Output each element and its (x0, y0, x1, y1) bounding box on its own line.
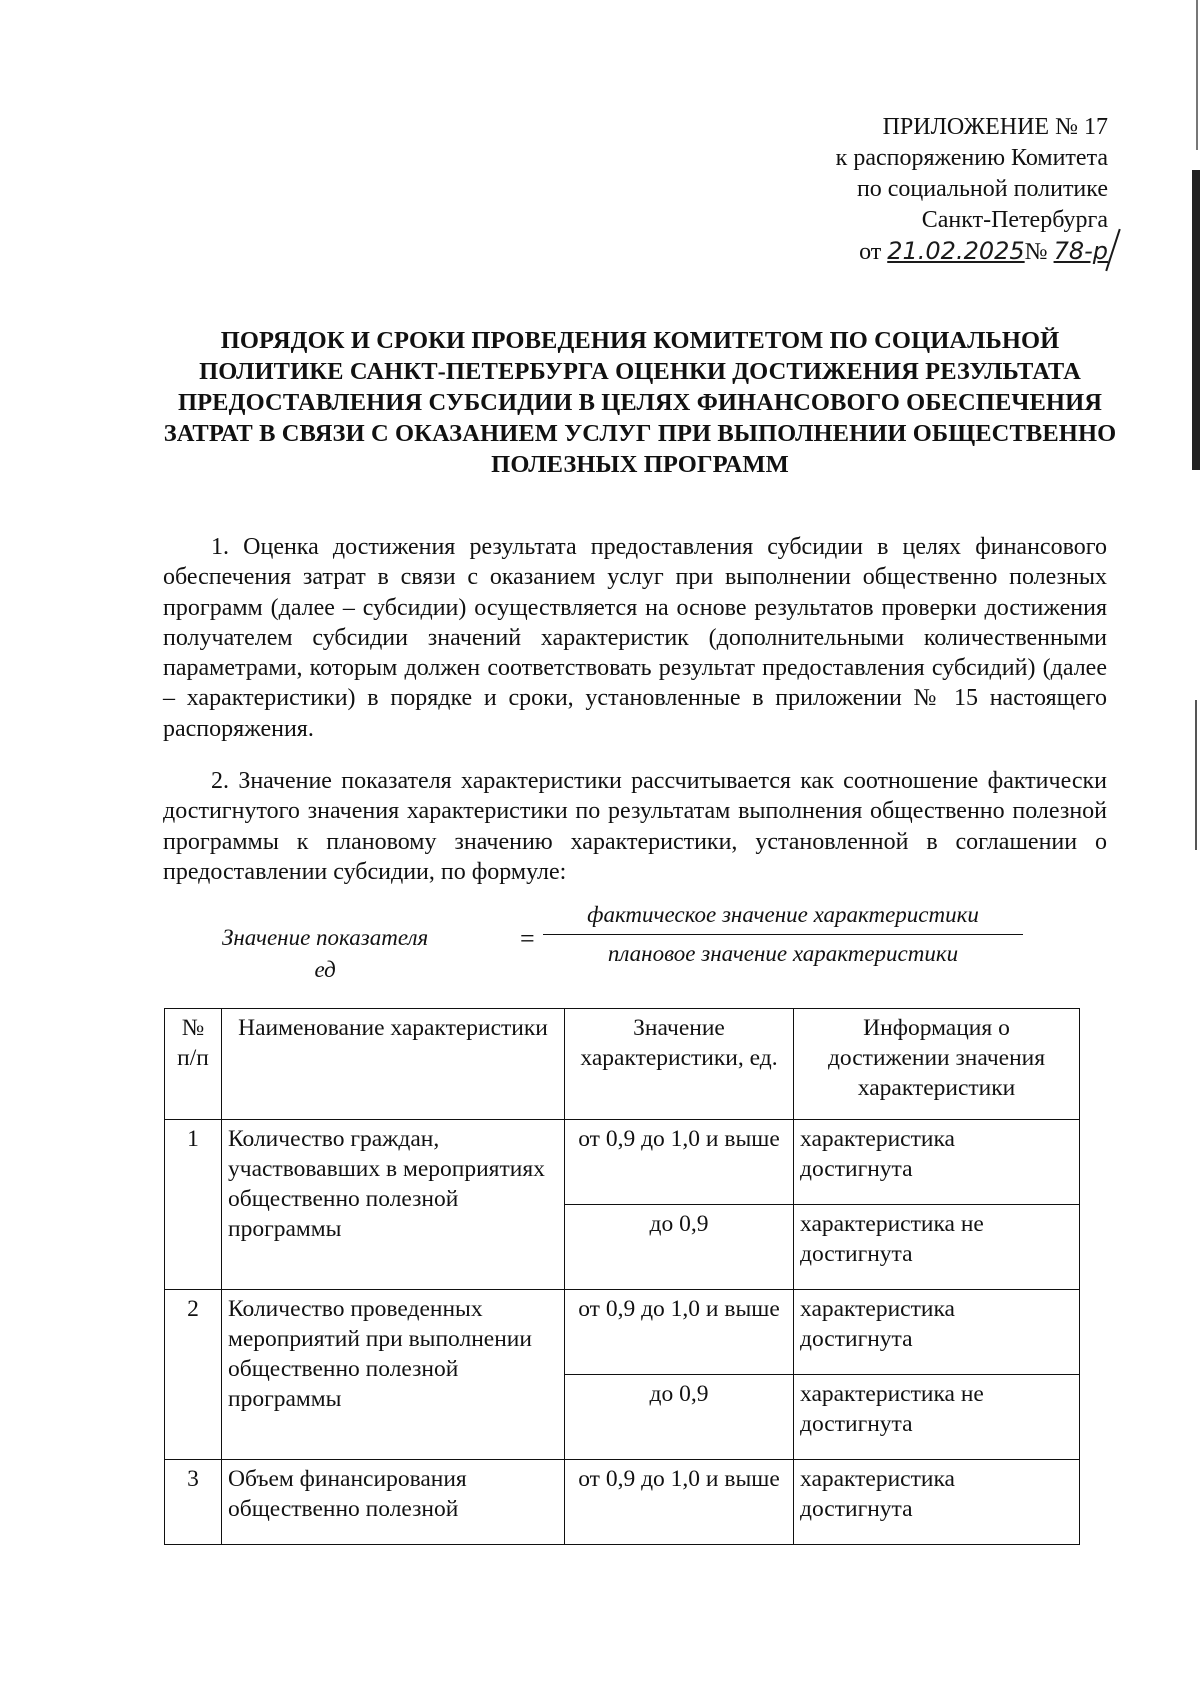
row-info: характеристика достигнута (794, 1460, 1080, 1545)
appendix-date-line (688, 236, 1108, 268)
appendix-number: ПРИЛОЖЕНИЕ № 17 (882, 114, 1108, 140)
formula (150, 900, 1050, 990)
table-row (165, 1460, 1080, 1545)
row-value: от 0,9 до 1,0 и выше (565, 1460, 794, 1545)
row-num: 2 (165, 1290, 222, 1460)
appendix-header (688, 112, 1108, 268)
row-value: до 0,9 (565, 1375, 794, 1460)
paragraph-2: 2. Значение показателя характеристики рассчитывается как соотношение фактически достигнутого значения характеристики по результатам выполнения общественно полезной программы к плановому значению характеристики, установленной в соглашении о предоставлении субсидии, по формуле: (163, 768, 1107, 885)
appendix-line: по социальной политике (856, 176, 1108, 202)
header-value: Значение характеристики, ед. (565, 1009, 794, 1120)
row-value: от 0,9 до 1,0 и выше (565, 1290, 794, 1375)
formula-equals: = (520, 924, 535, 953)
scan-edge-artifact (1192, 170, 1200, 470)
row-info: характеристика достигнута (794, 1120, 1080, 1205)
characteristics-table (164, 1008, 1080, 1545)
header-info: Информация о достижении значения характеристики (794, 1009, 1080, 1120)
number-sign: № (1024, 239, 1048, 265)
formula-denominator: плановое значение характеристики (607, 941, 959, 966)
row-value: от 0,9 до 1,0 и выше (565, 1120, 794, 1205)
row-num: 1 (165, 1120, 222, 1290)
formula-fraction (543, 900, 1023, 969)
row-value: до 0,9 (565, 1205, 794, 1290)
appendix-line: Санкт-Петербурга (921, 207, 1108, 233)
from-prefix: от (859, 239, 882, 265)
paragraph-1: 1. Оценка достижения результата предоставления субсидии в целях финансового обеспечения затрат в связи с оказанием услуг при выполнении общественно полезных программ (далее – субсидии) осуществляется на основе результатов проверки достижения получателем субсидии значений характеристик (дополнительными количественными параметрами, которым должен соответствовать результат предоставления субсидий) (далее – характеристики) в порядке и сроки, установленные в приложении № 15 настоящего распоряжения. (163, 534, 1107, 742)
row-name: Объем финансирования общественно полезной (222, 1460, 565, 1545)
appendix-line: к распоряжению Комитета (835, 145, 1108, 171)
handwritten-number: 78-р (1054, 236, 1108, 267)
scan-edge-artifact (1195, 700, 1197, 850)
formula-lhs: Значение показателя ед (222, 925, 429, 982)
row-info: характеристика достигнута (794, 1290, 1080, 1375)
handwritten-date: 21.02.2025 (887, 237, 1025, 265)
scan-edge-artifact (1196, 0, 1198, 150)
row-info: характеристика не достигнута (794, 1375, 1080, 1460)
document-title: ПОРЯДОК И СРОКИ ПРОВЕДЕНИЯ КОМИТЕТОМ ПО СОЦИАЛЬНОЙ ПОЛИТИКЕ САНКТ-ПЕТЕРБУРГА ОЦЕНКИ ДОСТИЖЕНИЯ РЕЗУЛЬТАТА ПРЕДОСТАВЛЕНИЯ СУБСИДИИ В ЦЕЛЯХ ФИНАНСОВОГО ОБЕСПЕЧЕНИЯ ЗАТРАТ В СВЯЗИ С ОКАЗАНИЕМ УСЛУГ ПРИ ВЫПОЛНЕНИИ ОБЩЕСТВЕННО ПОЛЕЗНЫХ ПРОГРАММ (163, 327, 1117, 478)
header-name: Наименование характеристики (222, 1009, 565, 1120)
table-header-row (165, 1009, 1080, 1120)
table-row (165, 1290, 1080, 1375)
row-name: Количество проведенных мероприятий при выполнении общественно полезной программы (222, 1290, 565, 1460)
formula-numerator: фактическое значение характеристики (543, 900, 1023, 935)
header-num: № п/п (165, 1009, 222, 1120)
row-info: характеристика не достигнута (794, 1205, 1080, 1290)
table-row (165, 1120, 1080, 1205)
row-name: Количество граждан, участвовавших в мероприятиях общественно полезной программы (222, 1120, 565, 1290)
row-num: 3 (165, 1460, 222, 1545)
